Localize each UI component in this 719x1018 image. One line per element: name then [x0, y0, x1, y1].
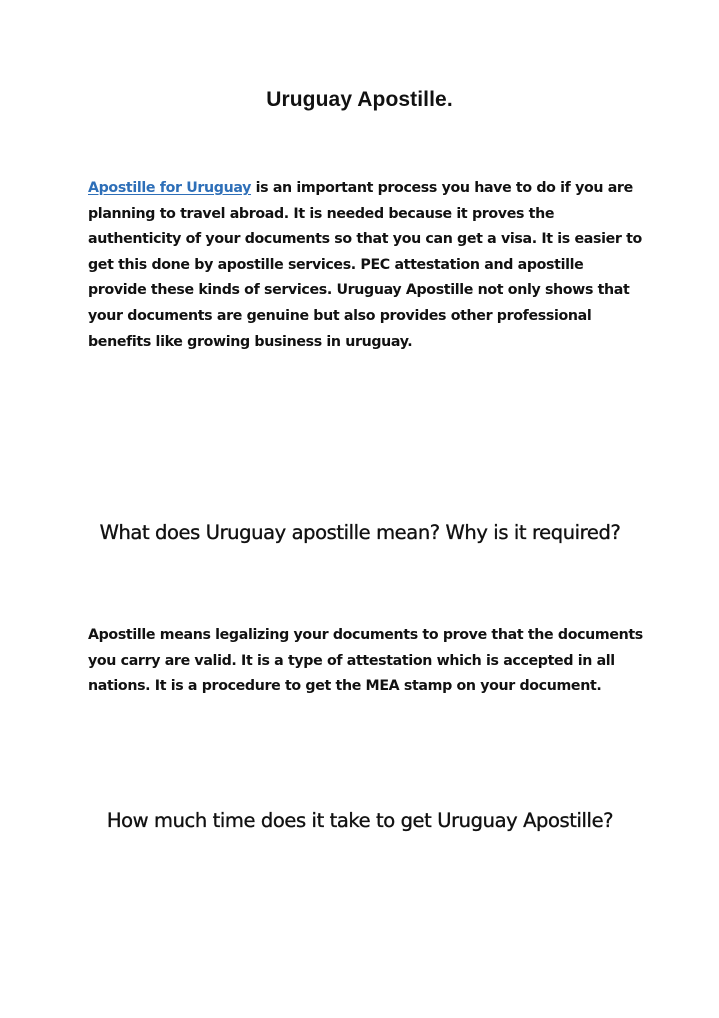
meaning-paragraph: Apostille means legalizing your documents to prove that the documents you carry are valid. It is a type of attestation which is accepted in all nations. It is a procedure to get the MEA stamp on your document. [88, 627, 643, 695]
section-heading-time: How much time does it take to get Uruguay Apostille? [106, 809, 614, 832]
intro-paragraph [88, 176, 644, 355]
page-title: Uruguay Apostille. [266, 88, 453, 111]
apostille-for-uruguay-link[interactable]: Apostille for Uruguay [88, 180, 252, 196]
intro-text: is an important process you have to do if you are planning to travel abroad. It is needed because it proves the authenticity of your documents so that you can get a visa. It is easier to get this done by apostille services. PEC attestation and apostille provide these kinds of services. Uruguay Apostille not only shows that your documents are genuine but also provides other professional benefits like growing business in uruguay. [88, 180, 642, 350]
section-heading-meaning: What does Uruguay apostille mean? Why is it required? [99, 521, 621, 544]
